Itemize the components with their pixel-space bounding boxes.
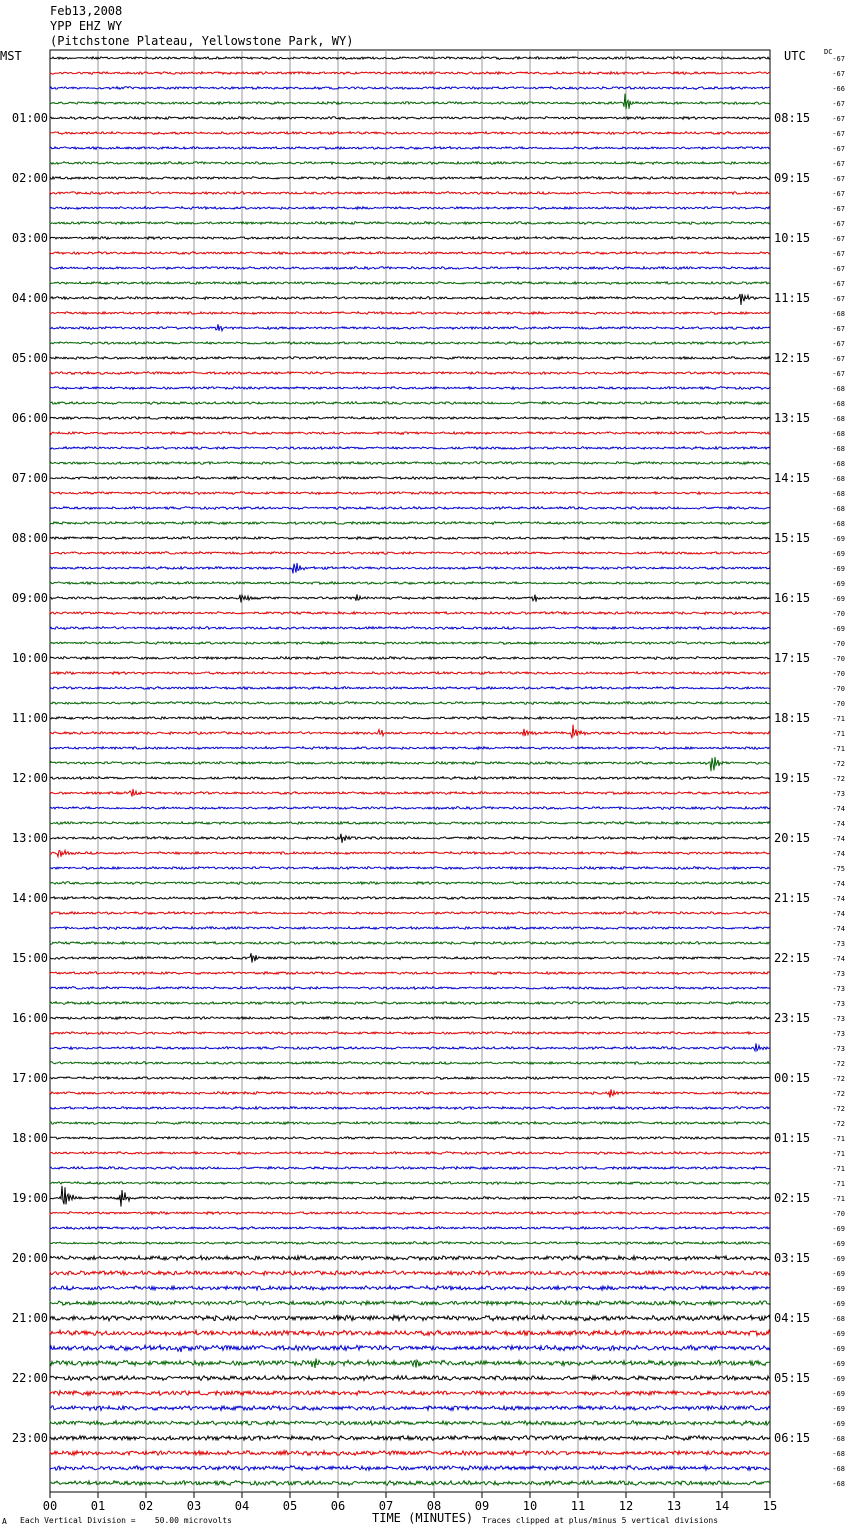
mst-hour-label: 03:00: [11, 231, 48, 245]
mst-hour-label: 22:00: [11, 1371, 48, 1385]
x-tick-label: 07: [378, 1499, 394, 1513]
x-tick-label: 11: [570, 1499, 586, 1513]
dc-offset-label: -66: [832, 85, 845, 93]
trace-row-60: [50, 953, 770, 962]
trace-row-15: [50, 282, 770, 285]
trace-row-20: [50, 357, 770, 360]
trace-row-26: [50, 447, 770, 450]
trace-row-72: [50, 1137, 770, 1140]
x-axis-title: TIME (MINUTES): [372, 1511, 474, 1525]
mst-hour-label: 01:00: [11, 111, 48, 125]
dc-offset-label: -67: [832, 100, 845, 108]
trace-row-13: [50, 252, 770, 255]
utc-hour-label: 15:15: [774, 531, 811, 545]
utc-hour-label: 18:15: [774, 711, 811, 725]
trace-row-79: [50, 1242, 770, 1245]
mst-hour-label: 04:00: [11, 291, 48, 305]
trace-row-39: [50, 642, 770, 645]
dc-offset-label: -71: [832, 715, 845, 723]
trace-row-1: [50, 72, 770, 75]
x-tick-label: 08: [426, 1499, 442, 1513]
dc-offset-label: -71: [832, 1195, 845, 1203]
utc-hour-label: 04:15: [774, 1311, 811, 1325]
utc-hour-label: 13:15: [774, 411, 811, 425]
x-tick-label: 12: [618, 1499, 634, 1513]
trace-row-38: [50, 627, 770, 630]
dc-offset-label: -70: [832, 610, 845, 618]
trace-row-54: [50, 867, 770, 870]
x-tick-label: 03: [186, 1499, 202, 1513]
dc-offset-label: -67: [832, 325, 845, 333]
trace-row-17: [50, 312, 770, 315]
mst-hour-label: 13:00: [11, 831, 48, 845]
dc-offset-label: -73: [832, 1045, 845, 1053]
dc-offset-label: -71: [832, 730, 845, 738]
trace-row-23: [50, 402, 770, 405]
mst-hour-label: 14:00: [11, 891, 48, 905]
trace-row-31: [50, 522, 770, 525]
dc-offset-label: -71: [832, 1150, 845, 1158]
trace-row-47: [50, 757, 770, 771]
dc-offset-label: -68: [832, 1465, 845, 1473]
dc-offset-label: -68: [832, 310, 845, 318]
dc-offset-label: -69: [832, 1375, 845, 1383]
trace-row-93: [50, 1451, 770, 1456]
dc-offset-label: -68: [832, 1315, 845, 1323]
dc-offset-label: -68: [832, 1435, 845, 1443]
trace-row-7: [50, 162, 770, 165]
dc-offset-label: -67: [832, 295, 845, 303]
dc-offset-label: -74: [832, 895, 845, 903]
dc-offset-label: -67: [832, 355, 845, 363]
trace-row-35: [50, 582, 770, 585]
x-tick-label: 04: [234, 1499, 250, 1513]
dc-offset-label: -67: [832, 265, 845, 273]
corner-mark: A: [2, 1517, 7, 1526]
dc-offset-label: -73: [832, 1000, 845, 1008]
utc-hour-label: 09:15: [774, 171, 811, 185]
trace-row-3: [50, 94, 770, 110]
x-tick-label: 14: [714, 1499, 730, 1513]
x-tick-label: 05: [282, 1499, 298, 1513]
mst-hour-label: 19:00: [11, 1191, 48, 1205]
trace-row-29: [50, 492, 770, 495]
dc-offset-label: -68: [832, 445, 845, 453]
trace-row-19: [50, 342, 770, 345]
dc-offset-label: -67: [832, 235, 845, 243]
trace-row-42: [50, 687, 770, 690]
mst-hour-label: 05:00: [11, 351, 48, 365]
dc-offset-label: -70: [832, 685, 845, 693]
dc-offset-label: -68: [832, 1450, 845, 1458]
mst-hour-label: 10:00: [11, 651, 48, 665]
mst-hour-label: 20:00: [11, 1251, 48, 1265]
trace-row-24: [50, 417, 770, 420]
trace-row-65: [50, 1032, 770, 1035]
mst-hour-label: 11:00: [11, 711, 48, 725]
trace-row-64: [50, 1017, 770, 1020]
utc-hour-label: 05:15: [774, 1371, 811, 1385]
trace-row-8: [50, 177, 770, 180]
trace-row-32: [50, 537, 770, 540]
trace-row-27: [50, 462, 770, 465]
dc-offset-label: -67: [832, 250, 845, 258]
trace-row-61: [50, 972, 770, 975]
dc-offset-label: -69: [832, 535, 845, 543]
trace-row-11: [50, 222, 770, 225]
date-label: Feb13,2008: [50, 4, 123, 18]
dc-offset-label: -68: [832, 430, 845, 438]
dc-offset-label: -72: [832, 1075, 845, 1083]
trace-row-94: [50, 1466, 770, 1471]
dc-offset-label: -73: [832, 790, 845, 798]
trace-row-90: [50, 1406, 770, 1411]
utc-hour-label: 06:15: [774, 1431, 811, 1445]
mst-hour-label: 12:00: [11, 771, 48, 785]
utc-hour-label: 08:15: [774, 111, 811, 125]
dc-offset-label: -67: [832, 55, 845, 63]
trace-row-52: [50, 834, 770, 843]
x-tick-label: 13: [666, 1499, 682, 1513]
utc-hour-label: 03:15: [774, 1251, 811, 1265]
trace-row-62: [50, 987, 770, 990]
x-tick-label: 15: [762, 1499, 778, 1513]
dc-offset-label: -68: [832, 400, 845, 408]
dc-offset-label: -69: [832, 1360, 845, 1368]
trace-row-25: [50, 432, 770, 435]
dc-offset-label: -67: [832, 115, 845, 123]
trace-row-46: [50, 747, 770, 750]
dc-offset-label: -69: [832, 580, 845, 588]
dc-offset-label: -74: [832, 835, 845, 843]
trace-row-50: [50, 807, 770, 810]
dc-offset-label: -70: [832, 655, 845, 663]
trace-row-69: [50, 1089, 770, 1097]
dc-offset-label: -70: [832, 1210, 845, 1218]
trace-row-73: [50, 1152, 770, 1155]
trace-row-43: [50, 702, 770, 705]
dc-offset-label: -72: [832, 1120, 845, 1128]
dc-offset-label: -68: [832, 490, 845, 498]
dc-offset-label: -69: [832, 1405, 845, 1413]
trace-row-70: [50, 1107, 770, 1110]
dc-offset-label: -75: [832, 865, 845, 873]
dc-offset-label: -69: [832, 1330, 845, 1338]
trace-row-83: [50, 1301, 770, 1305]
dc-offset-label: -67: [832, 145, 845, 153]
dc-offset-label: -70: [832, 670, 845, 678]
dc-offset-label: -68: [832, 1480, 845, 1488]
trace-row-45: [50, 725, 770, 739]
dc-offset-label: -71: [832, 1135, 845, 1143]
trace-row-71: [50, 1122, 770, 1125]
dc-offset-label: -68: [832, 475, 845, 483]
dc-offset-label: -74: [832, 805, 845, 813]
utc-hour-label: 12:15: [774, 351, 811, 365]
trace-row-85: [50, 1330, 770, 1336]
trace-row-66: [50, 1043, 770, 1051]
dc-offset-label: -67: [832, 340, 845, 348]
trace-row-55: [50, 882, 770, 885]
dc-offset-label: -74: [832, 910, 845, 918]
dc-offset-label: -73: [832, 1015, 845, 1023]
mst-hour-label: 06:00: [11, 411, 48, 425]
dc-offset-label: -74: [832, 880, 845, 888]
dc-offset-label: -69: [832, 1300, 845, 1308]
mst-hour-label: 17:00: [11, 1071, 48, 1085]
mst-hour-label: 08:00: [11, 531, 48, 545]
dc-offset-label: -68: [832, 520, 845, 528]
dc-offset-label: -70: [832, 700, 845, 708]
location-label: (Pitchstone Plateau, Yellowstone Park, WY): [50, 34, 354, 48]
trace-row-34: [50, 563, 770, 574]
x-tick-label: 09: [474, 1499, 490, 1513]
trace-row-92: [50, 1436, 770, 1441]
dc-offset-label: -69: [832, 625, 845, 633]
dc-offset-label: -74: [832, 925, 845, 933]
utc-hour-label: 14:15: [774, 471, 811, 485]
utc-hour-label: 10:15: [774, 231, 811, 245]
dc-offset-label: -69: [832, 565, 845, 573]
dc-offset-label: -73: [832, 940, 845, 948]
dc-offset-label: -69: [832, 595, 845, 603]
dc-offset-label: -72: [832, 1105, 845, 1113]
dc-offset-label: -69: [832, 1285, 845, 1293]
trace-row-21: [50, 372, 770, 375]
dc-offset-label: -67: [832, 370, 845, 378]
utc-hour-label: 11:15: [774, 291, 811, 305]
x-tick-label: 01: [90, 1499, 106, 1513]
dc-offset-label: -72: [832, 1060, 845, 1068]
trace-row-87: [50, 1359, 770, 1368]
trace-row-84: [50, 1315, 770, 1321]
dc-offset-label: -68: [832, 460, 845, 468]
dc-offset-label: -73: [832, 1030, 845, 1038]
dc-offset-label: -73: [832, 985, 845, 993]
utc-hour-label: 22:15: [774, 951, 811, 965]
utc-hour-label: 00:15: [774, 1071, 811, 1085]
mst-axis-title: MST: [0, 49, 22, 63]
utc-hour-label: 21:15: [774, 891, 811, 905]
trace-row-37: [50, 612, 770, 615]
dc-offset-label: -72: [832, 1090, 845, 1098]
utc-hour-label: 23:15: [774, 1011, 811, 1025]
dc-offset-label: -67: [832, 70, 845, 78]
utc-axis-title: UTC: [784, 49, 806, 63]
trace-row-67: [50, 1062, 770, 1065]
trace-row-30: [50, 507, 770, 510]
trace-row-5: [50, 132, 770, 135]
utc-hour-label: 01:15: [774, 1131, 811, 1145]
trace-row-75: [50, 1182, 770, 1185]
trace-row-78: [50, 1227, 770, 1230]
dc-offset-label: -74: [832, 820, 845, 828]
x-tick-label: 02: [138, 1499, 154, 1513]
dc-offset-label: -68: [832, 415, 845, 423]
trace-row-6: [50, 147, 770, 150]
dc-offset-label: -68: [832, 505, 845, 513]
dc-offset-label: -69: [832, 1390, 845, 1398]
trace-row-12: [50, 237, 770, 240]
mst-hour-label: 21:00: [11, 1311, 48, 1325]
mst-hour-label: 15:00: [11, 951, 48, 965]
trace-row-91: [50, 1421, 770, 1426]
mst-hour-label: 23:00: [11, 1431, 48, 1445]
dc-offset-label: -67: [832, 130, 845, 138]
dc-offset-label: -73: [832, 970, 845, 978]
dc-offset-label: -70: [832, 640, 845, 648]
trace-row-41: [50, 672, 770, 675]
dc-offset-label: -68: [832, 385, 845, 393]
utc-hour-label: 16:15: [774, 591, 811, 605]
dc-offset-label: -71: [832, 1165, 845, 1173]
scale-note: Each Vertical Division = 50.00 microvolts: [20, 1516, 232, 1525]
mst-hour-label: 18:00: [11, 1131, 48, 1145]
trace-row-36: [50, 594, 770, 602]
dc-offset-label: -67: [832, 190, 845, 198]
trace-row-86: [50, 1345, 770, 1352]
dc-offset-label: -67: [832, 160, 845, 168]
x-tick-label: 06: [330, 1499, 346, 1513]
trace-row-58: [50, 927, 770, 930]
trace-row-22: [50, 387, 770, 390]
dc-offset-label: -72: [832, 760, 845, 768]
trace-row-2: [50, 87, 770, 90]
trace-row-68: [50, 1077, 770, 1080]
dc-offset-label: -67: [832, 175, 845, 183]
station-label: YPP EHZ WY: [50, 19, 123, 33]
trace-row-56: [50, 897, 770, 900]
trace-row-40: [50, 657, 770, 660]
dc-offset-label: -69: [832, 1345, 845, 1353]
trace-row-33: [50, 552, 770, 555]
trace-row-95: [50, 1481, 770, 1486]
dc-offset-label: -74: [832, 955, 845, 963]
trace-row-28: [50, 477, 770, 480]
trace-row-80: [50, 1256, 770, 1260]
utc-hour-label: 19:15: [774, 771, 811, 785]
utc-hour-label: 20:15: [774, 831, 811, 845]
trace-row-18: [50, 324, 770, 331]
trace-row-77: [50, 1212, 770, 1215]
trace-row-59: [50, 942, 770, 945]
dc-offset-label: -69: [832, 1225, 845, 1233]
dc-offset-label: -72: [832, 775, 845, 783]
mst-hour-label: 16:00: [11, 1011, 48, 1025]
mst-hour-label: 07:00: [11, 471, 48, 485]
dc-offset-label: -69: [832, 1270, 845, 1278]
dc-offset-label: -71: [832, 745, 845, 753]
utc-hour-label: 02:15: [774, 1191, 811, 1205]
dc-label: DC: [824, 48, 833, 56]
dc-offset-label: -71: [832, 1180, 845, 1188]
trace-row-14: [50, 267, 770, 270]
mst-hour-label: 02:00: [11, 171, 48, 185]
trace-row-82: [50, 1286, 770, 1290]
dc-offset-label: -67: [832, 205, 845, 213]
trace-row-51: [50, 822, 770, 825]
trace-row-88: [50, 1376, 770, 1381]
trace-row-57: [50, 912, 770, 915]
dc-offset-label: -69: [832, 1255, 845, 1263]
dc-offset-label: -69: [832, 1420, 845, 1428]
trace-row-81: [50, 1271, 770, 1275]
trace-row-0: [50, 57, 770, 60]
trace-row-9: [50, 192, 770, 195]
trace-row-74: [50, 1167, 770, 1170]
dc-offset-label: -69: [832, 1240, 845, 1248]
trace-row-10: [50, 207, 770, 210]
x-tick-label: 00: [42, 1499, 58, 1513]
utc-hour-label: 17:15: [774, 651, 811, 665]
dc-offset-label: -67: [832, 220, 845, 228]
mst-hour-label: 09:00: [11, 591, 48, 605]
trace-row-76: [50, 1186, 770, 1207]
clip-note: Traces clipped at plus/minus 5 vertical divisions: [482, 1516, 719, 1525]
trace-row-89: [50, 1391, 770, 1396]
trace-row-48: [50, 777, 770, 780]
trace-row-44: [50, 717, 770, 720]
trace-row-53: [50, 850, 770, 856]
dc-offset-label: -74: [832, 850, 845, 858]
x-tick-label: 10: [522, 1499, 538, 1513]
trace-row-4: [50, 117, 770, 120]
dc-offset-label: -67: [832, 280, 845, 288]
trace-row-63: [50, 1002, 770, 1005]
dc-offset-label: -69: [832, 550, 845, 558]
trace-row-49: [50, 789, 770, 797]
trace-row-16: [50, 294, 770, 305]
